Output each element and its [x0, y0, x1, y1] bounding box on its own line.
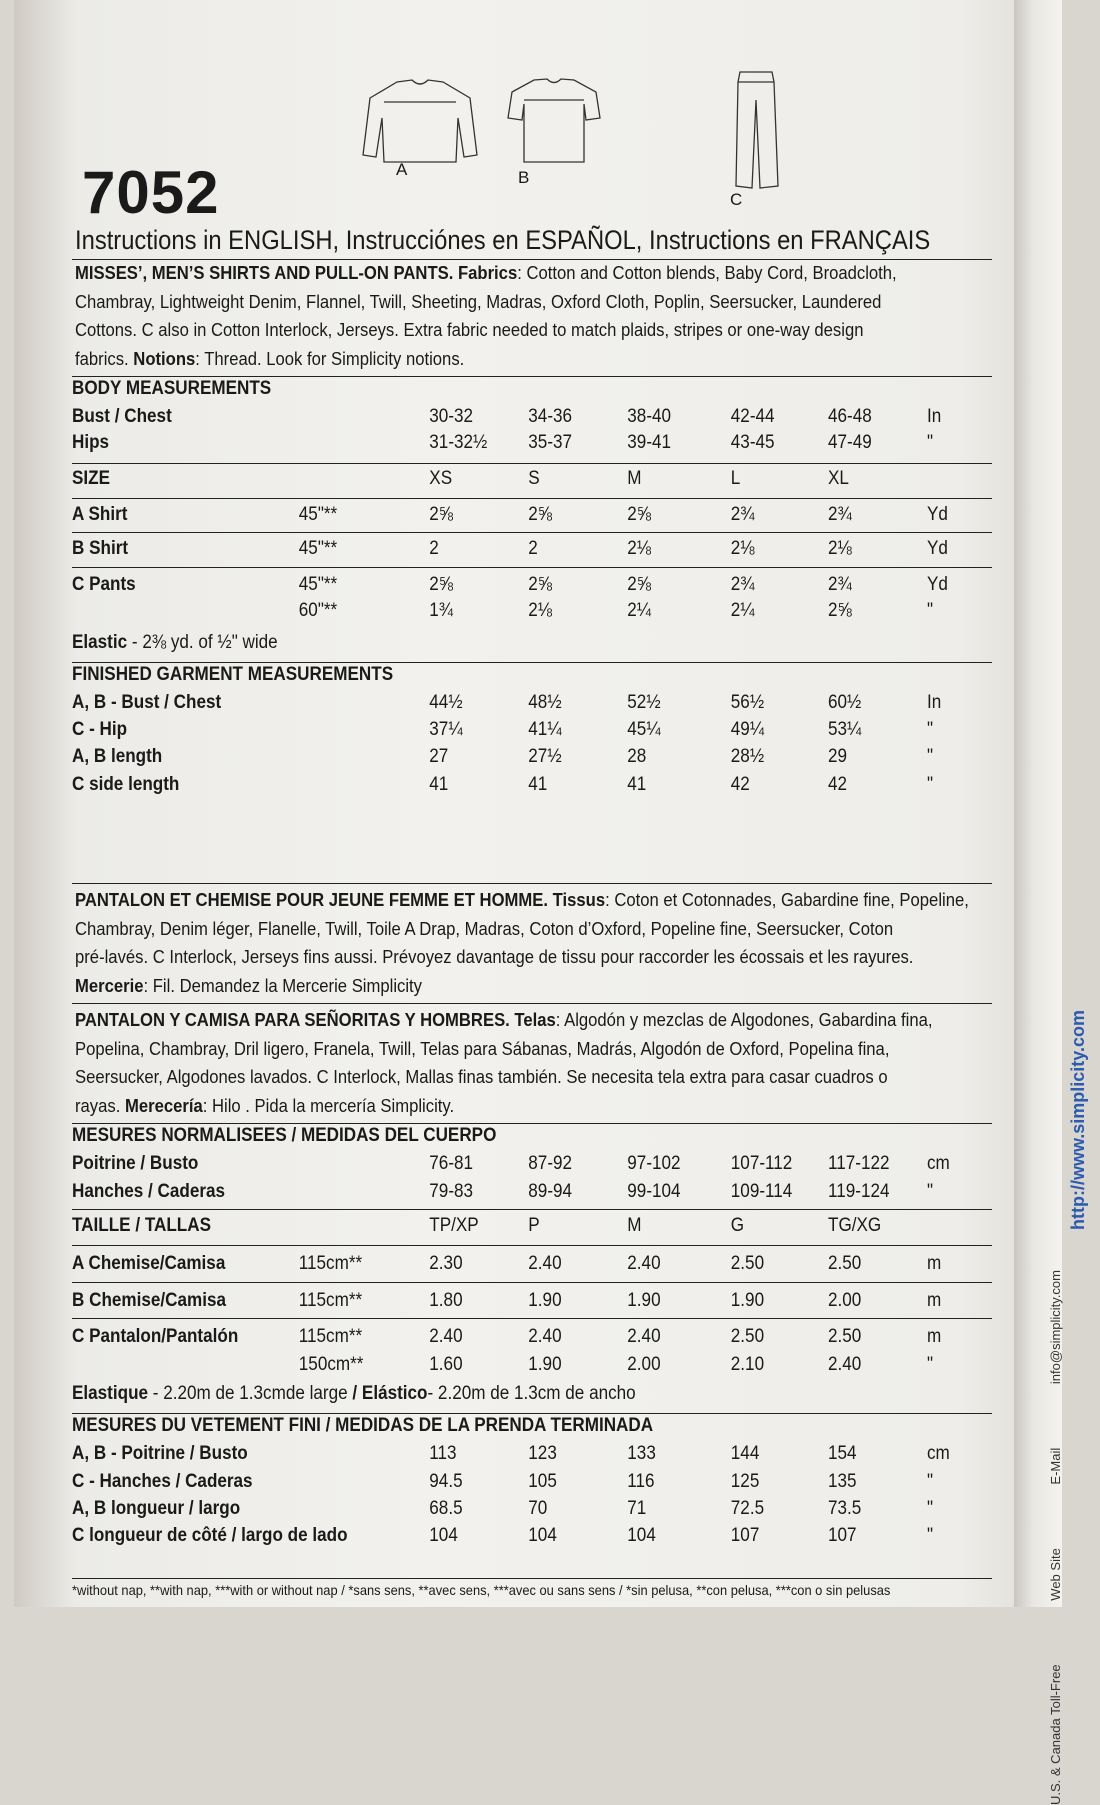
table-row: [72, 406, 963, 432]
cell: 41¼: [528, 719, 562, 740]
unit: Yd: [927, 504, 948, 525]
cell: 2.40: [627, 1326, 661, 1347]
cell: 31-32½: [429, 432, 488, 453]
row-label: A, B - Bust / Chest: [72, 692, 222, 713]
cell: 104: [429, 1525, 458, 1546]
fabric-width: 45"**: [298, 574, 338, 595]
metric-finished-header: [72, 1415, 963, 1441]
cell: 2⅛: [627, 538, 652, 559]
spanish-telas-label: Telas: [514, 1009, 556, 1030]
cell: 2.30: [429, 1253, 463, 1274]
row-label: A, B length: [72, 746, 163, 767]
divider: [72, 1123, 992, 1124]
row-label: B Chemise/Camisa: [72, 1290, 226, 1311]
flap-email: E-Mail: [1048, 1447, 1063, 1485]
cell: 89-94: [528, 1181, 573, 1202]
row-label: B Shirt: [72, 538, 129, 559]
flap-url: http://www.simplicity.com: [1068, 1010, 1088, 1231]
divider: [72, 1003, 992, 1004]
divider: [72, 1413, 992, 1414]
table-row: [72, 1443, 963, 1469]
table-row: [72, 1153, 963, 1179]
spanish-line-4: rayas.: [75, 1094, 125, 1116]
cell: 1.90: [528, 1290, 562, 1311]
cell: 28: [627, 746, 647, 767]
cell: 2¼: [627, 600, 652, 621]
table-row: [72, 504, 963, 530]
cell: 123: [528, 1443, 557, 1464]
unit: ": [927, 719, 934, 740]
row-label: C longueur de côté / largo de lado: [72, 1525, 348, 1546]
cell: 2.50: [828, 1253, 862, 1274]
cell: 38-40: [627, 406, 672, 427]
nap-footnote: *without nap, **with nap, ***with or without nap / *sans sens, **avec sens, ***avec ou sans sens / *sin pelusa, **con pelusa, ***con o sin pelusas: [72, 1582, 891, 1598]
sketch-label-a: A: [396, 160, 408, 179]
row-label: A, B - Poitrine / Busto: [72, 1443, 248, 1464]
fabric-width: 115cm**: [298, 1253, 363, 1274]
cell: 2: [429, 538, 439, 559]
cell: 43-45: [730, 432, 775, 453]
cell: 2⅝: [627, 504, 652, 525]
cell: 104: [627, 1525, 656, 1546]
elastic-value: - 2⅜ yd. of ½" wide: [127, 632, 278, 653]
cell: 116: [627, 1471, 655, 1492]
cell: 1.90: [528, 1354, 562, 1375]
section-title: FINISHED GARMENT MEASUREMENTS: [72, 664, 394, 685]
cell: 154: [828, 1443, 857, 1464]
french-title: PANTALON ET CHEMISE POUR JEUNE FEMME ET HOMME.: [75, 889, 549, 910]
sketch-c-pants: [736, 72, 778, 188]
table-row: [72, 746, 963, 772]
table-row: [72, 1290, 963, 1316]
french-mercerie-text: : Fil. Demandez la Mercerie Simplicity: [143, 974, 423, 996]
cell: 70: [528, 1498, 548, 1519]
garment-sketch-svg: [342, 60, 842, 220]
table-row: [72, 692, 963, 718]
row-label: A Shirt: [72, 504, 128, 525]
flap-contact-text: [1048, 1210, 1063, 1805]
pattern-number: 7052: [82, 159, 220, 226]
cell: 46-48: [828, 406, 872, 427]
divider: [72, 376, 992, 377]
cell: 56½: [730, 692, 765, 713]
cell: 2⅛: [828, 538, 852, 559]
row-label: Poitrine / Busto: [72, 1153, 199, 1174]
unit: ": [927, 1498, 934, 1519]
flap-email-address: info@simplicity.com: [1048, 1270, 1063, 1385]
spanish-line-2: Popelina, Chambray, Dril ligero, Franela, Twill, Telas para Sábanas, Madrás, Algodón de Oxford, Popelina fina,: [75, 1037, 890, 1059]
sketch-label-c: C: [730, 190, 743, 209]
cell: 125: [730, 1471, 760, 1492]
cell: 2.10: [730, 1354, 765, 1375]
cell: 35-37: [528, 432, 573, 453]
table-row: [72, 538, 963, 564]
unit: ": [927, 1354, 934, 1375]
cell: 107: [828, 1525, 857, 1546]
spanish-merceria-text: : Hilo . Pida la mercería Simplicity.: [202, 1094, 455, 1116]
section-title: MESURES NORMALISEES / MEDIDAS DEL CUERPO: [72, 1125, 497, 1146]
cell: 2.40: [429, 1326, 463, 1347]
elastic-row: [72, 632, 963, 658]
flap-web-site: Web Site: [1048, 1548, 1063, 1601]
cell: 79-83: [429, 1181, 474, 1202]
unit: ": [927, 1181, 934, 1202]
cell: 2.40: [627, 1253, 661, 1274]
cell: 119-124: [828, 1181, 890, 1202]
english-fabrics-label: Fabrics: [457, 262, 518, 283]
cell: 2⅝: [429, 574, 454, 595]
french-tissus-text: : Coton et Cotonnades, Gabardine fine, Popeline,: [605, 889, 969, 910]
french-description: [75, 886, 984, 1000]
cell: 144: [730, 1443, 760, 1464]
cell: 2.50: [828, 1326, 862, 1347]
cell: 99-104: [627, 1181, 681, 1202]
cell: 113: [429, 1443, 457, 1464]
row-label: C Pants: [72, 574, 136, 595]
cell: 87-92: [528, 1153, 573, 1174]
sketch-a-shirt: [363, 80, 477, 162]
fabric-width: 45"**: [298, 538, 338, 559]
cell: 1.90: [627, 1290, 661, 1311]
cell: 39-41: [627, 432, 672, 453]
unit: ": [927, 432, 934, 453]
unit: In: [927, 406, 942, 427]
english-notions-label: Notions: [133, 347, 196, 369]
table-row: [72, 574, 963, 600]
cell: 60½: [828, 692, 862, 713]
cell: 53¼: [828, 719, 862, 740]
unit: ": [927, 1525, 934, 1546]
elastic-text: [72, 632, 278, 654]
table-row: [72, 1525, 963, 1551]
table-row: [72, 774, 963, 800]
cell: XS: [429, 468, 453, 489]
cell: M: [627, 1215, 642, 1236]
cell: 44½: [429, 692, 463, 713]
cell: 52½: [627, 692, 661, 713]
table-row: [72, 1471, 963, 1497]
cell: 27½: [528, 746, 562, 767]
elastique-label: Elastique: [72, 1383, 149, 1404]
cell: 2¼: [730, 600, 755, 621]
english-line-3: Cottons. C also in Cotton Interlock, Jerseys. Extra fabric needed to match plaids, stripes or one-way design: [75, 319, 864, 340]
row-label: SIZE: [72, 468, 111, 489]
finished-header: [72, 664, 963, 690]
cell: 133: [627, 1443, 656, 1464]
metric-body-header: [72, 1125, 963, 1151]
cell: 109-114: [730, 1181, 793, 1202]
unit: ": [927, 774, 934, 795]
cell: 49¼: [730, 719, 765, 740]
cell: S: [528, 468, 540, 489]
table-row: [72, 719, 963, 745]
cell: 48½: [528, 692, 562, 713]
cell: 41: [429, 774, 449, 795]
cell: 135: [828, 1471, 857, 1492]
cell: 2⅝: [627, 574, 652, 595]
unit: m: [927, 1253, 942, 1274]
cell: 1¾: [429, 600, 454, 621]
cell: 2¾: [730, 504, 755, 525]
cell: 1.80: [429, 1290, 463, 1311]
english-line-4: fabrics.: [75, 347, 134, 369]
row-label: Hips: [72, 432, 110, 453]
row-label: C side length: [72, 774, 180, 795]
cell: 30-32: [429, 406, 474, 427]
cell: 94.5: [429, 1471, 463, 1492]
spanish-title: PANTALON Y CAMISA PARA SEÑORITAS Y HOMBRES.: [75, 1009, 510, 1030]
cell: 1.90: [730, 1290, 765, 1311]
cell: G: [730, 1215, 745, 1236]
table-row: [72, 1181, 963, 1207]
envelope-flap: [1014, 0, 1088, 1805]
fabric-width: 115cm**: [298, 1290, 363, 1311]
cell: 28½: [730, 746, 765, 767]
cell: 2⅝: [828, 600, 852, 621]
elastico-value: - 2.20m de 1.3cm de ancho: [427, 1383, 636, 1404]
cell: 2.00: [627, 1354, 661, 1375]
cell: 107: [730, 1525, 760, 1546]
unit: In: [927, 692, 942, 713]
cell: 41: [627, 774, 647, 795]
section-title: BODY MEASUREMENTS: [72, 378, 272, 399]
cell: 76-81: [429, 1153, 474, 1174]
english-description: [75, 259, 984, 373]
english-line-2: Chambray, Lightweight Denim, Flannel, Twill, Sheeting, Madras, Oxford Cloth, Poplin, Seersucker, Laundered: [75, 290, 882, 312]
body-measurements-header: [72, 378, 963, 404]
cell: 107-112: [730, 1153, 793, 1174]
english-notions-text: : Thread. Look for Simplicity notions.: [195, 347, 465, 369]
spanish-line-3: Seersucker, Algodones lavados. C Interlock, Mallas finas también. Se necesita tela extra para casar cuadros o: [75, 1066, 888, 1087]
unit: ": [927, 1471, 934, 1492]
metric-elastic-text: [72, 1383, 636, 1405]
cell: 72.5: [730, 1498, 765, 1519]
cell: 2.50: [730, 1253, 765, 1274]
cell: 2⅛: [730, 538, 755, 559]
cell: 2¾: [828, 504, 852, 525]
spanish-telas-text: : Algodón y mezclas de Algodones, Gabardina fina,: [555, 1009, 933, 1030]
unit: Yd: [927, 574, 948, 595]
row-label: A Chemise/Camisa: [72, 1253, 226, 1274]
unit: cm: [927, 1443, 950, 1464]
row-label: A, B longueur / largo: [72, 1498, 241, 1519]
divider: [72, 1578, 992, 1579]
french-tissus-label: Tissus: [552, 889, 606, 910]
spanish-description: [75, 1006, 984, 1120]
unit: ": [927, 746, 934, 767]
row-label: Hanches / Caderas: [72, 1181, 226, 1202]
sketch-label-b: B: [518, 168, 530, 187]
metric-size-row: [72, 1215, 963, 1241]
cell: 2.50: [730, 1326, 765, 1347]
cell: XL: [828, 468, 849, 489]
cell: 73.5: [828, 1498, 862, 1519]
divider: [72, 1282, 992, 1283]
cell: 68.5: [429, 1498, 463, 1519]
english-fabrics-text: : Cotton and Cotton blends, Baby Cord, Broadcloth,: [517, 262, 897, 283]
cell: 2⅝: [528, 504, 553, 525]
unit: Yd: [927, 538, 948, 559]
row-label: C Pantalon/Pantalón: [72, 1326, 239, 1347]
cell: 97-102: [627, 1153, 681, 1174]
spanish-merceria-label: Merecería: [124, 1094, 203, 1116]
cell: 2.40: [528, 1253, 562, 1274]
divider: [72, 883, 992, 884]
unit: ": [927, 600, 934, 621]
table-row: [72, 1354, 963, 1380]
cell: 2.40: [528, 1326, 562, 1347]
cell: 2⅝: [528, 574, 553, 595]
cell: 45¼: [627, 719, 661, 740]
instructions-languages: Instructions in ENGLISH, Instrucciónes en ESPAÑOL, Instructions en FRANÇAIS: [75, 225, 931, 255]
cell: 27: [429, 746, 449, 767]
cell: 1.60: [429, 1354, 463, 1375]
unit: m: [927, 1290, 942, 1311]
cell: 71: [627, 1498, 647, 1519]
table-row: [72, 600, 963, 626]
fabric-width: 115cm**: [298, 1326, 363, 1347]
cell: P: [528, 1215, 540, 1236]
elastic-label: Elastic: [72, 632, 128, 653]
table-row: [72, 1498, 963, 1524]
sketch-b-shirt: [508, 79, 600, 162]
english-title: MISSES’, MEN’S SHIRTS AND PULL-ON PANTS.: [75, 262, 454, 283]
cell: 105: [528, 1471, 557, 1492]
cell: 47-49: [828, 432, 872, 453]
table-row: [72, 432, 963, 458]
elastico-label: / Elástico: [352, 1383, 428, 1404]
divider: [72, 498, 992, 499]
cell: 104: [528, 1525, 557, 1546]
cell: 117-122: [828, 1153, 890, 1174]
cell: 42-44: [730, 406, 775, 427]
metric-elastic-row: [72, 1383, 963, 1409]
row-label: TAILLE / TALLAS: [72, 1215, 212, 1236]
cell: 42: [730, 774, 750, 795]
divider: [72, 463, 992, 464]
fabric-width: 150cm**: [298, 1354, 364, 1375]
row-label: Bust / Chest: [72, 406, 172, 427]
cell: 2: [528, 538, 538, 559]
cell: 34-36: [528, 406, 573, 427]
cell: TP/XP: [429, 1215, 479, 1236]
cell: 2¾: [828, 574, 852, 595]
cell: 2.40: [828, 1354, 862, 1375]
cell: TG/XG: [828, 1215, 882, 1236]
divider: [72, 662, 992, 663]
size-row: [72, 468, 963, 494]
unit: cm: [927, 1153, 950, 1174]
fabric-width: 45"**: [298, 504, 338, 525]
divider: [72, 1318, 992, 1319]
row-label: C - Hip: [72, 719, 128, 740]
cell: M: [627, 468, 642, 489]
french-line-2: Chambray, Denim léger, Flanelle, Twill, Toile A Drap, Madras, Coton d’Oxford, Popeline fine, Seersucker, Coton: [75, 917, 894, 939]
garment-sketches: [342, 60, 842, 220]
cell: 2⅝: [429, 504, 454, 525]
table-row: [72, 1326, 963, 1352]
divider: [72, 1245, 992, 1246]
french-line-3: pré-lavés. C Interlock, Jerseys fins aussi. Prévoyez davantage de tissu pour raccorder les écossais et les rayures.: [75, 946, 914, 967]
cell: 2⅛: [528, 600, 553, 621]
cell: 2¾: [730, 574, 755, 595]
row-label: C - Hanches / Caderas: [72, 1471, 253, 1492]
section-title: MESURES DU VETEMENT FINI / MEDIDAS DE LA PRENDA TERMINADA: [72, 1415, 654, 1436]
french-mercerie-label: Mercerie: [75, 974, 144, 996]
fabric-width: 60"**: [298, 600, 338, 621]
cell: 42: [828, 774, 848, 795]
cell: 41: [528, 774, 548, 795]
flap-toll-free: U.S. & Canada Toll-Free: [1048, 1664, 1063, 1805]
cell: 2.00: [828, 1290, 862, 1311]
unit: m: [927, 1326, 942, 1347]
divider: [72, 567, 992, 568]
table-row: [72, 1253, 963, 1279]
divider: [72, 532, 992, 533]
divider: [72, 1209, 992, 1210]
cell: 37¼: [429, 719, 463, 740]
elastique-value: - 2.20m de 1.3cmde large: [148, 1383, 353, 1404]
cell: L: [730, 468, 741, 489]
cell: 29: [828, 746, 848, 767]
